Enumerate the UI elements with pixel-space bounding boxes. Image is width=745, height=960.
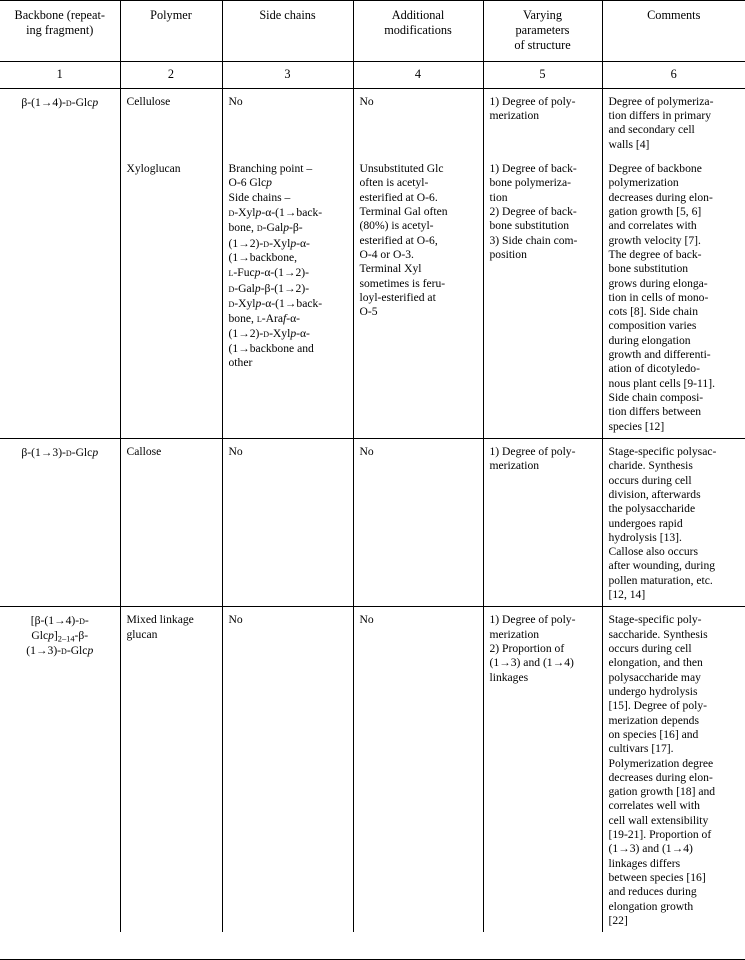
- cell-side-chains: Branching point – O-6 Glcp Side chains – d-Xylp-α-(1→back- bone, d-Galp-β- (1→2)-d-Xylp-α- (1→backbone, l-Fucp-α-(1→2)- d-Galp-β-(1→2)- d-Xylp-α-(1→back- bone, l-Araf-α- (1→2)-d-Xylp-α- (1→backbone and other: [222, 156, 353, 438]
- cell-additional-modifications: No: [353, 88, 483, 156]
- table-body: [0, 88, 745, 932]
- column-header-sidechains: Side chains: [222, 1, 353, 62]
- table-row: [0, 88, 745, 156]
- cell-side-chains: No: [222, 438, 353, 606]
- column-number-4: 4: [353, 62, 483, 89]
- column-number-1: 1: [0, 62, 120, 89]
- table-row: [0, 607, 745, 932]
- cell-polymer: Xyloglucan: [120, 156, 222, 438]
- cell-backbone: β-(1→3)-d-Glcp: [0, 438, 120, 606]
- column-number-3: 3: [222, 62, 353, 89]
- cell-polymer: Cellulose: [120, 88, 222, 156]
- table-row: [0, 438, 745, 606]
- column-number-2: 2: [120, 62, 222, 89]
- cell-varying-parameters: 1) Degree of poly- merization: [483, 438, 602, 606]
- column-header-varying: Varying parameters of structure: [483, 1, 602, 62]
- header-row: [0, 1, 745, 62]
- column-number-5: 5: [483, 62, 602, 89]
- column-header-additional: Additional modifications: [353, 1, 483, 62]
- cell-side-chains: No: [222, 607, 353, 932]
- cell-comments: Stage-specific polysac- charide. Synthesis occurs during cell division, afterwards the polysaccharide undergoes rapid hydrolysis [13]. Callose also occurs after wounding, during pollen maturation, etc. [12, 14]: [608, 444, 717, 602]
- cell-additional-modifications: No: [353, 438, 483, 606]
- cell-comments: Degree of backbone polymerization decreases during elon- gation growth [5, 6] and correlates with growth velocity [7]. The degree of back- bone substitution grows during elonga- tion in cells of mono- cots [8]. Side chain composition varies during elongation growth and differenti- ation of dicotyledo- nous plant cells [9-11]. Side chain composi- tion differs between species [12]: [608, 162, 715, 433]
- cell-additional-modifications: No: [353, 607, 483, 932]
- cell-polymer: Callose: [120, 438, 222, 606]
- cell-varying-parameters: 1) Degree of poly- merization: [483, 88, 602, 156]
- column-number-6: 6: [670, 67, 677, 81]
- cell-comments: Stage-specific poly- saccharide. Synthesis occurs during cell elongation, and then polysaccharide may undergo hydrolysis [15]. Degree of poly- merization depends on species [16] and cultivars [17]. Polymerization degree decreases during elon- gation growth [18] and correlates well with cell wall extensibility [19-21]. Proportion of (1→3) and (1→4) linkages differs between species [16] and reduces during elongation growth [22]: [608, 613, 716, 927]
- table-header: [0, 1, 745, 88]
- column-header-comments: Comments: [647, 8, 701, 22]
- column-number-row: [0, 62, 745, 89]
- cell-polymer: Mixed linkage glucan: [120, 607, 222, 932]
- cell-backbone: [β-(1→4)-d- $Glcp]_{2-14}-\beta-$ (1→3)-d-Glcp: [0, 607, 120, 932]
- polysaccharide-table: [0, 1, 745, 932]
- column-header-polymer: Polymer: [120, 1, 222, 62]
- cell-additional-modifications: Unsubstituted Glc often is acetyl- esterified at O-6. Terminal Gal often (80%) is acetyl- esterified at O-6, O-4 or O-3. Terminal Xyl sometimes is feru- loyl-esterified at O-5: [353, 156, 483, 438]
- cell-comments: Degree of polymeriza- tion differs in primary and secondary cell walls [4]: [608, 94, 714, 151]
- column-header-backbone: Backbone (repeat- ing fragment): [0, 1, 120, 62]
- cell-side-chains: No: [222, 88, 353, 156]
- cell-varying-parameters: 1) Degree of back- bone polymeriza- tion 2) Degree of back- bone substitution 3) Side chain com- position: [483, 156, 602, 438]
- cell-varying-parameters: 1) Degree of poly- merization 2) Proportion of (1→3) and (1→4) linkages: [483, 607, 602, 932]
- cell-backbone: β-(1→4)-d-Glcp: [0, 88, 120, 438]
